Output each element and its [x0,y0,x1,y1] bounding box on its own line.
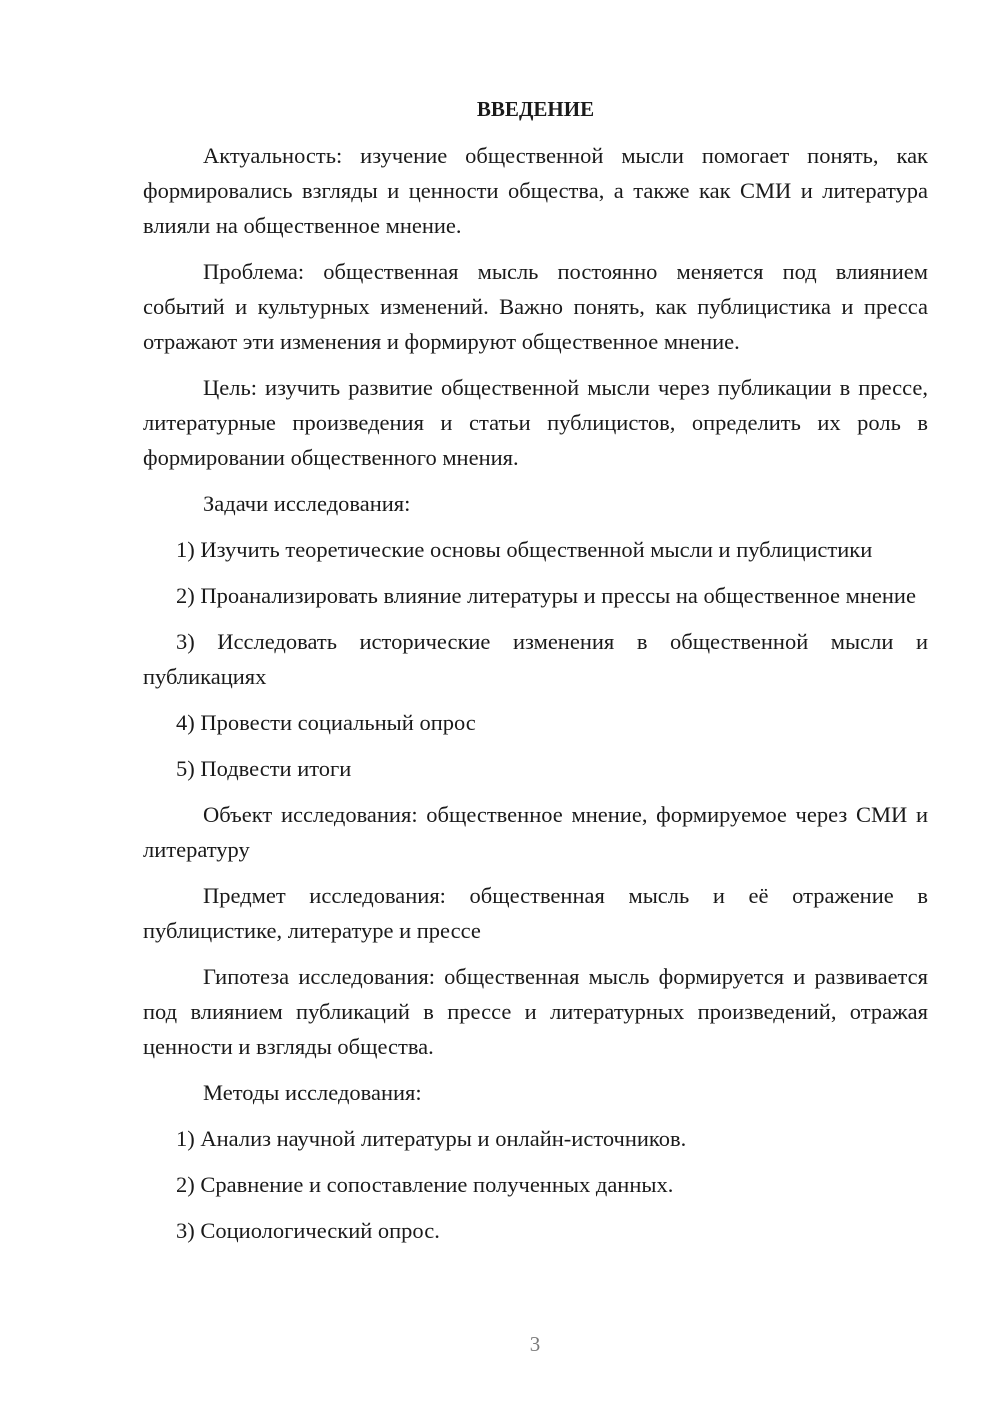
goal-paragraph: Цель: изучить развитие общественной мысли через публикации в прессе, литературные произведения и статьи публицистов, определить их роль в формировании общественного мнения. [143,375,928,470]
task-item: 5) Подвести итоги [176,756,352,781]
method-item: 2) Сравнение и сопоставление полученных данных. [176,1172,674,1197]
document-page [143,92,928,1259]
page-number: 3 [529,1332,541,1356]
section-title: ВВЕДЕНИЕ [476,97,595,121]
subject-paragraph: Предмет исследования: общественная мысль и её отражение в публицистике, литературе и прессе [143,883,928,943]
method-item: 1) Анализ научной литературы и онлайн-источников. [176,1126,687,1151]
method-item: 3) Социологический опрос. [176,1218,440,1243]
task-item: 2) Проанализировать влияние литературы и прессы на общественное мнение [176,583,916,608]
tasks-list [143,532,928,786]
task-item: 3) Исследовать исторические изменения в общественной мысли и публикациях [143,629,928,689]
methods-heading: Методы исследования: [203,1080,422,1105]
hypothesis-paragraph: Гипотеза исследования: общественная мысль формируется и развивается под влиянием публикаций в прессе и литературных произведений, отражая ценности и взгляды общества. [143,964,928,1059]
relevance-paragraph: Актуальность: изучение общественной мысли помогает понять, как формировались взгляды и ценности общества, а также как СМИ и литература влияли на общественное мнение. [143,143,928,238]
task-item: 4) Провести социальный опрос [176,710,476,735]
problem-paragraph: Проблема: общественная мысль постоянно меняется под влиянием событий и культурных изменений. Важно понять, как публицистика и пресса отражают эти изменения и формируют общественное мнение. [143,259,928,354]
task-item: 1) Изучить теоретические основы общественной мысли и публицистики [176,537,873,562]
methods-list [143,1121,928,1248]
tasks-heading: Задачи исследования: [203,491,411,516]
object-paragraph: Объект исследования: общественное мнение, формируемое через СМИ и литературу [143,802,928,862]
